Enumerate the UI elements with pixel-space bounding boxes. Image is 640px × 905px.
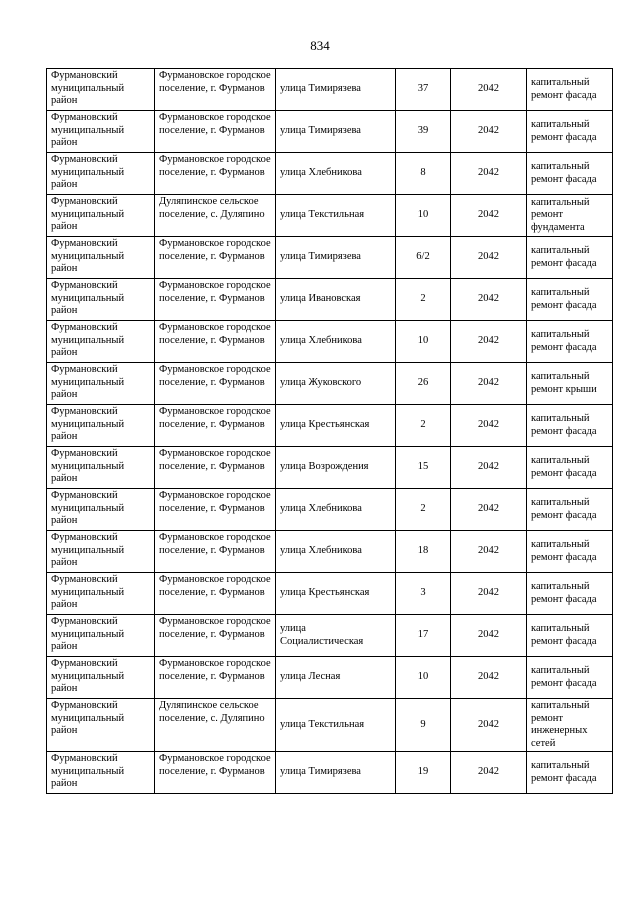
settlement-cell: Фурмановское городское поселение, г. Фурманов: [155, 321, 276, 363]
street-cell: улица Текстильная: [276, 699, 396, 752]
district-cell: Фурмановский муниципальный район: [47, 699, 155, 752]
settlement-cell: Дуляпинское сельское поселение, с. Дуляпино: [155, 195, 276, 237]
year-cell: 2042: [451, 657, 527, 699]
year-cell: 2042: [451, 752, 527, 794]
year-cell: 2042: [451, 405, 527, 447]
street-cell: улица Тимирязева: [276, 752, 396, 794]
year-cell: 2042: [451, 195, 527, 237]
work-type-cell: капитальный ремонт фасада: [527, 321, 613, 363]
year-cell: 2042: [451, 447, 527, 489]
work-type-cell: капитальный ремонт фасада: [527, 531, 613, 573]
work-type-cell: капитальный ремонт фасада: [527, 489, 613, 531]
house-number-cell: 17: [396, 615, 451, 657]
work-type-cell: капитальный ремонт фасада: [527, 447, 613, 489]
year-cell: 2042: [451, 615, 527, 657]
work-type-cell: капитальный ремонт фасада: [527, 69, 613, 111]
table-row: [47, 69, 613, 111]
house-number-cell: 19: [396, 752, 451, 794]
settlement-cell: Фурмановское городское поселение, г. Фурманов: [155, 752, 276, 794]
table-row: [47, 111, 613, 153]
year-cell: 2042: [451, 69, 527, 111]
street-cell: улица Тимирязева: [276, 69, 396, 111]
table-row: [47, 153, 613, 195]
street-cell: улица Тимирязева: [276, 111, 396, 153]
repair-schedule-table: [46, 68, 613, 794]
year-cell: 2042: [451, 489, 527, 531]
house-number-cell: 10: [396, 657, 451, 699]
table-row: [47, 405, 613, 447]
table-row: [47, 657, 613, 699]
work-type-cell: капитальный ремонт фасада: [527, 573, 613, 615]
year-cell: 2042: [451, 111, 527, 153]
street-cell: улица Возрождения: [276, 447, 396, 489]
work-type-cell: капитальный ремонт фасада: [527, 657, 613, 699]
house-number-cell: 37: [396, 69, 451, 111]
table-row: [47, 615, 613, 657]
table-row: [47, 447, 613, 489]
district-cell: Фурмановский муниципальный район: [47, 531, 155, 573]
table-row: [47, 489, 613, 531]
district-cell: Фурмановский муниципальный район: [47, 573, 155, 615]
work-type-cell: капитальный ремонт крыши: [527, 363, 613, 405]
street-cell: улица Лесная: [276, 657, 396, 699]
street-cell: улица Хлебникова: [276, 321, 396, 363]
settlement-cell: Фурмановское городское поселение, г. Фурманов: [155, 405, 276, 447]
house-number-cell: 2: [396, 489, 451, 531]
settlement-cell: Фурмановское городское поселение, г. Фурманов: [155, 447, 276, 489]
street-cell: улица Хлебникова: [276, 489, 396, 531]
district-cell: Фурмановский муниципальный район: [47, 195, 155, 237]
settlement-cell: Фурмановское городское поселение, г. Фурманов: [155, 237, 276, 279]
work-type-cell: капитальный ремонт фасада: [527, 237, 613, 279]
page-number: 834: [310, 38, 330, 53]
district-cell: Фурмановский муниципальный район: [47, 489, 155, 531]
street-cell: улица Текстильная: [276, 195, 396, 237]
table-row: [47, 752, 613, 794]
year-cell: 2042: [451, 699, 527, 752]
settlement-cell: Фурмановское городское поселение, г. Фурманов: [155, 657, 276, 699]
district-cell: Фурмановский муниципальный район: [47, 405, 155, 447]
house-number-cell: 39: [396, 111, 451, 153]
settlement-cell: Фурмановское городское поселение, г. Фурманов: [155, 573, 276, 615]
street-cell: улица Тимирязева: [276, 237, 396, 279]
district-cell: Фурмановский муниципальный район: [47, 752, 155, 794]
house-number-cell: 2: [396, 279, 451, 321]
house-number-cell: 9: [396, 699, 451, 752]
work-type-cell: капитальный ремонт фасада: [527, 405, 613, 447]
house-number-cell: 3: [396, 573, 451, 615]
district-cell: Фурмановский муниципальный район: [47, 657, 155, 699]
settlement-cell: Фурмановское городское поселение, г. Фурманов: [155, 489, 276, 531]
year-cell: 2042: [451, 153, 527, 195]
street-cell: улица Крестьянская: [276, 405, 396, 447]
settlement-cell: Фурмановское городское поселение, г. Фурманов: [155, 615, 276, 657]
house-number-cell: 10: [396, 195, 451, 237]
table-row: [47, 237, 613, 279]
table-row: [47, 321, 613, 363]
year-cell: 2042: [451, 531, 527, 573]
settlement-cell: Фурмановское городское поселение, г. Фурманов: [155, 69, 276, 111]
street-cell: улица Хлебникова: [276, 531, 396, 573]
district-cell: Фурмановский муниципальный район: [47, 447, 155, 489]
district-cell: Фурмановский муниципальный район: [47, 279, 155, 321]
table-row: [47, 531, 613, 573]
work-type-cell: капитальный ремонт фасада: [527, 615, 613, 657]
street-cell: улица Хлебникова: [276, 153, 396, 195]
work-type-cell: капитальный ремонт фасада: [527, 279, 613, 321]
year-cell: 2042: [451, 237, 527, 279]
house-number-cell: 26: [396, 363, 451, 405]
house-number-cell: 10: [396, 321, 451, 363]
district-cell: Фурмановский муниципальный район: [47, 615, 155, 657]
table-row: [47, 279, 613, 321]
settlement-cell: Фурмановское городское поселение, г. Фурманов: [155, 279, 276, 321]
house-number-cell: 6/2: [396, 237, 451, 279]
work-type-cell: капитальный ремонт фасада: [527, 752, 613, 794]
year-cell: 2042: [451, 279, 527, 321]
house-number-cell: 2: [396, 405, 451, 447]
year-cell: 2042: [451, 321, 527, 363]
district-cell: Фурмановский муниципальный район: [47, 321, 155, 363]
year-cell: 2042: [451, 573, 527, 615]
street-cell: улица Жуковского: [276, 363, 396, 405]
table-row: [47, 573, 613, 615]
work-type-cell: капитальный ремонт фасада: [527, 153, 613, 195]
street-cell: улица Социалистическая: [276, 615, 396, 657]
work-type-cell: капитальный ремонт инженерных сетей: [527, 699, 613, 752]
table-row: [47, 699, 613, 752]
street-cell: улица Ивановская: [276, 279, 396, 321]
district-cell: Фурмановский муниципальный район: [47, 111, 155, 153]
street-cell: улица Крестьянская: [276, 573, 396, 615]
house-number-cell: 8: [396, 153, 451, 195]
table-row: [47, 195, 613, 237]
settlement-cell: Фурмановское городское поселение, г. Фурманов: [155, 111, 276, 153]
settlement-cell: Фурмановское городское поселение, г. Фурманов: [155, 531, 276, 573]
settlement-cell: Дуляпинское сельское поселение, с. Дуляпино: [155, 699, 276, 752]
work-type-cell: капитальный ремонт фасада: [527, 111, 613, 153]
house-number-cell: 15: [396, 447, 451, 489]
settlement-cell: Фурмановское городское поселение, г. Фурманов: [155, 153, 276, 195]
house-number-cell: 18: [396, 531, 451, 573]
district-cell: Фурмановский муниципальный район: [47, 363, 155, 405]
table-body: [47, 69, 613, 794]
district-cell: Фурмановский муниципальный район: [47, 69, 155, 111]
settlement-cell: Фурмановское городское поселение, г. Фурманов: [155, 363, 276, 405]
work-type-cell: капитальный ремонт фундамента: [527, 195, 613, 237]
year-cell: 2042: [451, 363, 527, 405]
district-cell: Фурмановский муниципальный район: [47, 153, 155, 195]
district-cell: Фурмановский муниципальный район: [47, 237, 155, 279]
table-row: [47, 363, 613, 405]
